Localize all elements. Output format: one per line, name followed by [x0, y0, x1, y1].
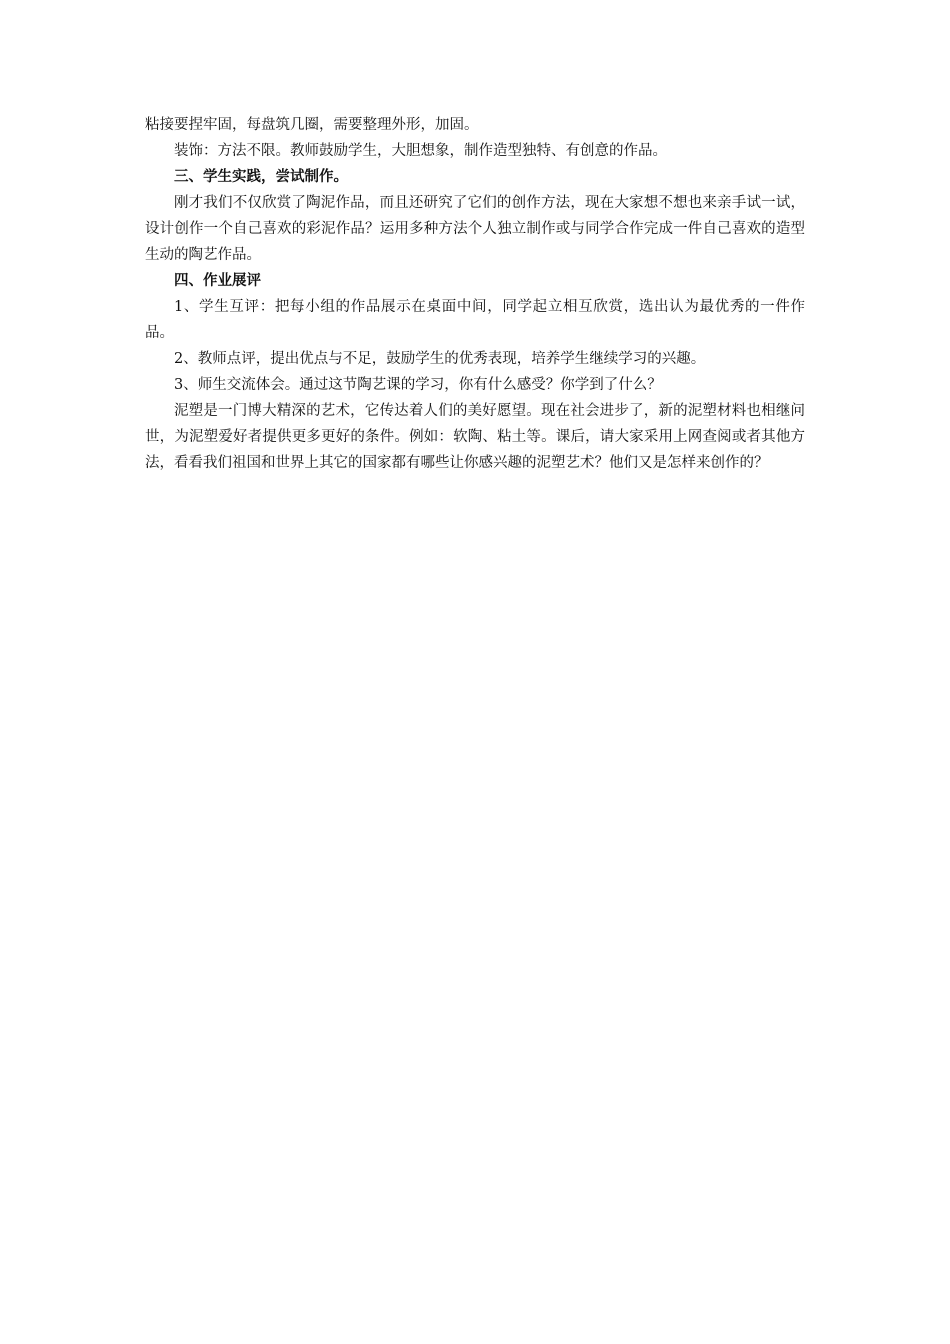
paragraph-practice: 刚才我们不仅欣赏了陶泥作品，而且还研究了它们的创作方法，现在大家想不想也来亲手试一试，设计创作一个自己喜欢的彩泥作品？运用多种方法个人独立制作或与同学合作完成一件自己喜欢的造型生动的陶艺作品。 [145, 195, 805, 263]
list-item-exchange: 3、师生交流体会。通过这节陶艺课的学习，你有什么感受？你学到了什么？ [174, 377, 662, 393]
document-page [145, 112, 805, 476]
paragraph-continuation: 粘接要捏牢固，每盘筑几圈，需要整理外形，加固。 [145, 117, 479, 133]
paragraph-decoration: 装饰：方法不限。教师鼓励学生，大胆想象，制作造型独特、有创意的作品。 [174, 143, 667, 159]
list-item-peer-review: 1、学生互评：把每小组的作品展示在桌面中间，同学起立相互欣赏，选出认为最优秀的一件作品。 [145, 299, 805, 341]
list-item-teacher-review: 2、教师点评，提出优点与不足，鼓励学生的优秀表现，培养学生继续学习的兴趣。 [174, 351, 706, 367]
section-heading-review: 四、作业展评 [174, 272, 261, 289]
section-heading-practice: 三、学生实践，尝试制作。 [174, 168, 348, 185]
paragraph-conclusion: 泥塑是一门博大精深的艺术，它传达着人们的美好愿望。现在社会进步了，新的泥塑材料也相继问世，为泥塑爱好者提供更多更好的条件。例如：软陶、粘土等。课后，请大家采用上网查阅或者其他方法，看看我们祖国和世界上其它的国家都有哪些让你感兴趣的泥塑艺术？他们又是怎样来创作的？ [145, 403, 805, 471]
